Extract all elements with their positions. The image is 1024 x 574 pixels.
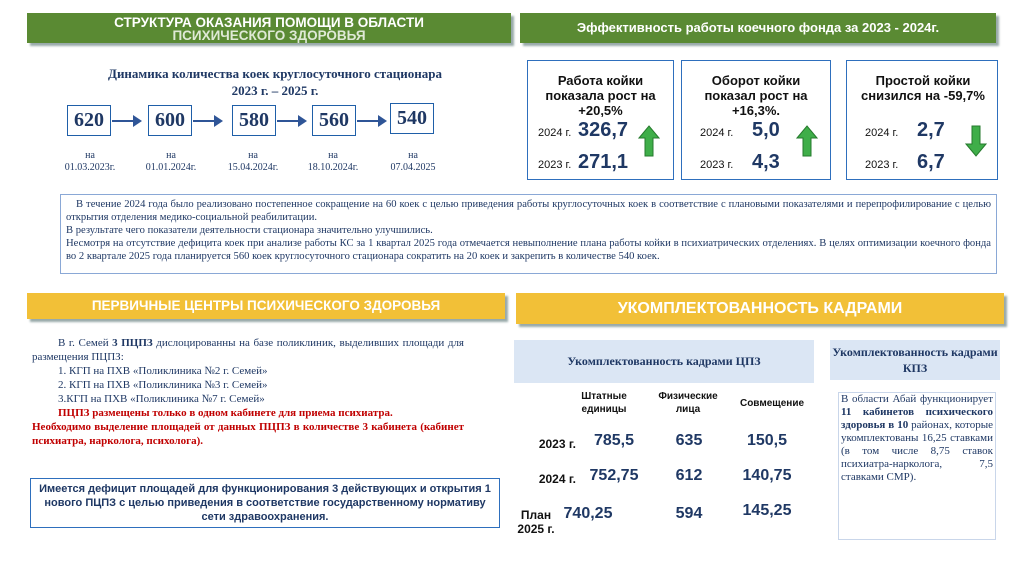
- arrow-up-icon: [638, 125, 660, 157]
- arrow-right-icon: [277, 120, 305, 122]
- section-header-structure-line2: ПСИХИЧЕСКОГО ЗДОРОВЬЯ: [172, 28, 366, 43]
- kpz-staffing-panel: [830, 340, 1000, 542]
- bed-date-prefix: на: [85, 150, 95, 161]
- card-year-2023: 2023 г.: [865, 159, 899, 171]
- note-paragraph: В результате чего показатели деятельности стационара значительно улучшились.: [66, 225, 433, 236]
- bed-date: 15.04.2024г.: [227, 162, 279, 173]
- bed-count-box: 540: [390, 103, 434, 134]
- section-header-structure-line1: СТРУКТУРА ОКАЗАНИЯ ПОМОЩИ В ОБЛАСТИ: [114, 15, 424, 30]
- card-year-2023: 2023 г.: [700, 159, 734, 171]
- column-header: Физические лица: [658, 391, 718, 415]
- bed-date-prefix: на: [328, 150, 338, 161]
- card-value-2024: 326,7: [578, 119, 629, 141]
- arrow-right-icon: [193, 120, 221, 122]
- card-title: Работа койки показала рост на +20,5%: [545, 73, 656, 117]
- card-year-2024: 2024 г.: [538, 127, 572, 139]
- arrow-right-icon: [112, 120, 140, 122]
- arrow-up-icon: [796, 125, 818, 157]
- card-year-2024: 2024 г.: [865, 127, 899, 139]
- card-title: Простой койки снизился на -59,7%: [861, 73, 985, 103]
- table-cell: 785,5: [593, 432, 635, 449]
- table-cell: 740,25: [563, 505, 613, 522]
- kpz-description: [838, 392, 996, 540]
- pcz-count: 3 ПЦПЗ: [112, 337, 153, 349]
- cpz-table-title: Укомплектованность кадрами ЦПЗ: [514, 340, 814, 383]
- pcz-warning: ПЦПЗ размещены только в одном кабинете для приема психиатра.: [58, 407, 393, 419]
- card-value-2023: 271,1: [578, 151, 629, 173]
- table-cell: 594: [675, 505, 703, 522]
- dynamics-title: [40, 65, 510, 99]
- bed-date-label: [378, 150, 448, 174]
- bed-count-box: 600: [148, 105, 192, 136]
- card-year-2023: 2023 г.: [538, 159, 572, 171]
- table-cell: 612: [675, 467, 703, 484]
- section-header-staffing: УКОМПЛЕКТОВАННОСТЬ КАДРАМИ: [516, 293, 1004, 324]
- bed-date: 01.01.2024г.: [145, 162, 197, 173]
- table-cell: 140,75: [742, 467, 792, 484]
- section-header-pcz: ПЕРВИЧНЫЕ ЦЕНТРЫ ПСИХИЧЕСКОГО ЗДОРОВЬЯ: [27, 293, 505, 319]
- kpz-highlight: 11 кабинетов психического здоровья в 10: [841, 406, 993, 431]
- bed-date-prefix: на: [248, 150, 258, 161]
- section-header-efficiency: Эффективность работы коечного фонда за 2023 - 2024г.: [520, 13, 996, 43]
- card-value-2024: 5,0: [752, 119, 780, 141]
- pcz-intro: [32, 336, 464, 364]
- note-paragraph: В течение 2024 года было реализовано постепенное сокращение на 60 коек с целью приведения работы круглосуточных коек в соответствие с плановыми показателями и перепрофилирование с целью открытия отделения медико-социальной реабилитации.: [66, 199, 991, 223]
- row-label: План 2025 г.: [517, 508, 555, 536]
- bed-count-box: 620: [67, 105, 111, 136]
- dynamics-title-line2: 2023 г. – 2025 г.: [231, 83, 319, 98]
- pcz-list-item: 2. КГП на ПХВ «Поликлиника №3 г. Семей»: [58, 379, 268, 391]
- bed-date-label: [218, 150, 288, 174]
- row-label: 2023 г.: [538, 437, 576, 451]
- bed-date-label: [55, 150, 125, 174]
- bed-date: 18.10.2024г.: [307, 162, 359, 173]
- kpz-title: Укомплектованность кадрами КПЗ: [830, 340, 1000, 380]
- card-title: Оборот койки показал рост на +16,3%.: [704, 73, 808, 117]
- pcz-requirement: Необходимо выделение площадей от данных ПЦПЗ в количестве 3 кабинета (кабинет психиатра, нарколога, психолога).: [32, 421, 464, 447]
- pcz-deficit-box: Имеется дефицит площадей для функционирования 3 действующих и открытия 1 нового ПЦПЗ с целью приведения в соответствие государственному нормативу сети здравоохранения.: [30, 478, 500, 528]
- section-header-structure: [27, 13, 511, 43]
- bed-date: 07.04.2025: [390, 162, 436, 173]
- card-value-2023: 6,7: [917, 151, 945, 173]
- column-header: Совмещение: [739, 398, 805, 409]
- pcz-list-item: 3.КГП на ПХВ «Поликлиника №7 г. Семей»: [58, 393, 265, 405]
- card-year-2024: 2024 г.: [700, 127, 734, 139]
- efficiency-card-bed-turnover: [681, 60, 831, 180]
- pcz-list-item: 1. КГП на ПХВ «Поликлиника №2 г. Семей»: [58, 365, 268, 377]
- card-value-2023: 4,3: [752, 151, 780, 173]
- kpz-text: районах, которые укомплектованы 16,25 ставками (в том числе 8,75 ставок психиатра-нарколога, 7,5 ставками СМР).: [841, 419, 993, 483]
- pcz-intro-text: дислоцированны на базе поликлиник, выделивших площади для размещения ПЦПЗ:: [32, 337, 464, 363]
- note-paragraph: Несмотря на отсутствие дефицита коек при анализе работы КС за 1 квартал 2025 года отмечается невыполнение плана работы койки в психиатрических отделениях. В целях оптимизации коечного фонда во 2 квартале 2025 года планируется 560 коек круглосуточного стационара сократить на 20 коек и закрепить в количестве 540 коек.: [66, 238, 991, 262]
- bed-count-box: 560: [312, 105, 356, 136]
- cpz-staffing-table: [514, 340, 814, 545]
- bed-date: 01.03.2023г.: [64, 162, 116, 173]
- bed-date-label: [298, 150, 368, 174]
- card-value-2024: 2,7: [917, 119, 945, 141]
- efficiency-card-bed-downtime: [846, 60, 998, 180]
- bed-date-label: [136, 150, 206, 174]
- pcz-description: [32, 336, 464, 448]
- table-cell: 150,5: [746, 432, 788, 449]
- arrow-right-icon: [357, 120, 385, 122]
- dynamics-title-line1: Динамика количества коек круглосуточного стационара: [108, 66, 442, 81]
- efficiency-card-bed-work: [527, 60, 674, 180]
- kpz-text: В области Абай функционирует: [841, 393, 993, 405]
- bed-date-prefix: на: [166, 150, 176, 161]
- bed-count-box: 580: [232, 105, 276, 136]
- bed-reduction-note: [60, 194, 997, 274]
- table-cell: 635: [675, 432, 703, 449]
- table-cell: 145,25: [742, 502, 792, 519]
- pcz-intro-text: В г. Семей: [58, 337, 113, 349]
- row-label: 2024 г.: [538, 472, 576, 486]
- bed-date-prefix: на: [408, 150, 418, 161]
- table-cell: 752,75: [589, 467, 639, 484]
- arrow-down-icon: [965, 125, 987, 157]
- column-header: Штатные единицы: [581, 391, 627, 415]
